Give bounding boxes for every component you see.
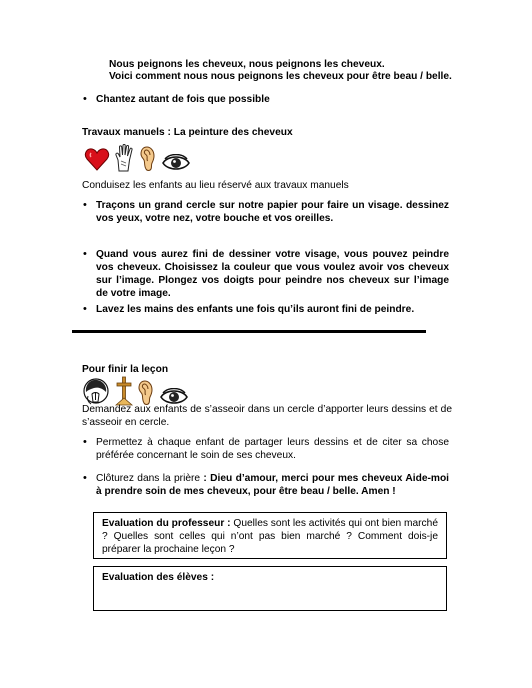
ear-icon: [140, 146, 158, 172]
students-evaluation-box: [93, 566, 447, 611]
praying-head-icon: [82, 378, 110, 406]
song-line-2: Voici comment nous nous peignons les cheveux pour être beau / belle.: [109, 71, 452, 82]
eye-icon: [162, 154, 190, 172]
bullet-marker: •: [83, 472, 87, 484]
hand-icon: [114, 144, 136, 172]
closing-share-step: Permettez à chaque enfant de partager leurs dessins et de citer sa chose préférée concernant le soin de ses cheveux.: [96, 437, 449, 461]
prayer-text: : Dieu d’amour, merci pour mes cheveux Aide-moi à prendre soin de mes cheveux, pour être beau / belle. Amen !: [96, 473, 449, 497]
crafts-heading: Travaux manuels : La peinture des cheveux: [82, 127, 293, 138]
bullet-marker: •: [83, 248, 87, 260]
teacher-evaluation-label: Evaluation du professeur :: [102, 518, 231, 529]
bullet-marker: •: [83, 199, 87, 211]
students-evaluation-label: Evaluation des élèves :: [102, 572, 215, 583]
closing-prayer-step: [96, 472, 449, 498]
bullet-marker: •: [83, 303, 87, 315]
closing-icon-row: [82, 376, 188, 406]
closing-intro: Demandez aux enfants de s’asseoir dans un cercle d’apporter leurs dessins et de s’asseoir en cercle.: [82, 404, 452, 428]
bullet-marker: •: [83, 93, 87, 105]
song-line-1: Nous peignons les cheveux, nous peignons les cheveux.: [109, 59, 385, 70]
crafts-icon-row: [84, 144, 190, 172]
bullet-marker: •: [83, 436, 87, 448]
teacher-evaluation-box: [93, 512, 447, 559]
prayer-intro: Clôturez dans la prière: [96, 473, 204, 484]
crafts-step-paint-hair: Quand vous aurez fini de dessiner votre visage, vous pouvez peindre vos cheveux. Choisissez la couleur que vous voulez avoir vos cheveux sur l’image. Plongez vos doigts pour peindre nos cheveux sur l’image de votre image.: [96, 249, 449, 299]
cross-icon: [114, 376, 134, 406]
crafts-step-wash-hands: Lavez les mains des enfants une fois qu’ils auront fini de peindre.: [96, 304, 415, 315]
teacher-evaluation-questions: Quelles sont les activités qui ont bien marché ? Quelles sont celles qui n’ont pas bien marché ? Comment dois-je préparer la prochaine leçon ?: [102, 518, 438, 555]
heart-icon: [84, 146, 110, 172]
crafts-intro: Conduisez les enfants au lieu réservé aux travaux manuels: [82, 180, 349, 191]
section-divider: [72, 330, 426, 333]
crafts-step-draw-face: Traçons un grand cercle sur notre papier pour faire un visage. dessinez vos yeux, votre nez, votre bouche et vos oreilles.: [96, 200, 449, 224]
closing-heading: Pour finir la leçon: [82, 364, 169, 375]
sing-instruction: Chantez autant de fois que possible: [96, 94, 270, 105]
